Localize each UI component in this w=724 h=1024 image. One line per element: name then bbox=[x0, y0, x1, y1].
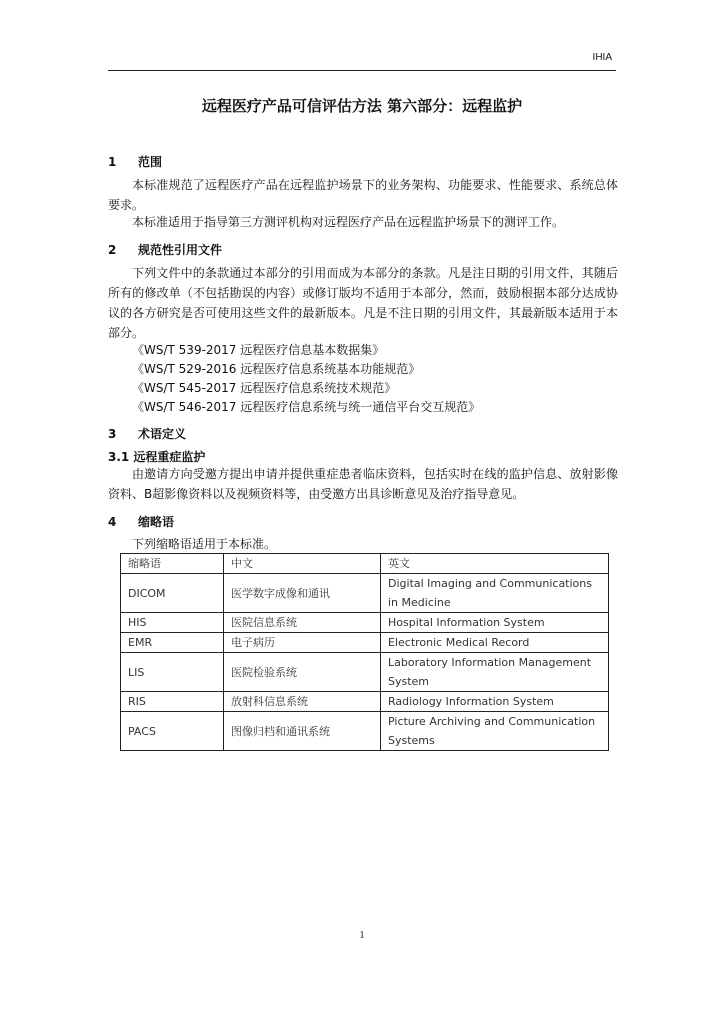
section-3-heading bbox=[108, 425, 186, 442]
table-header-row bbox=[121, 554, 609, 574]
header-code: IHIA bbox=[592, 52, 612, 63]
document-title: 远程医疗产品可信评估方法 第六部分：远程监护 bbox=[201, 97, 523, 115]
english-cell: Hospital Information System bbox=[381, 613, 609, 633]
page-number: 1 bbox=[359, 930, 365, 941]
table-row bbox=[121, 633, 609, 653]
abbr-cell: LIS bbox=[121, 653, 224, 692]
section-title: 术语定义 bbox=[138, 427, 187, 441]
chinese-cell: 医学数字成像和通讯 bbox=[224, 574, 381, 613]
table-row bbox=[121, 712, 609, 751]
section-title: 规范性引用文件 bbox=[138, 243, 223, 257]
reference-item: 《WS/T 546-2017 远程医疗信息系统与统一通信平台交互规范》 bbox=[132, 400, 481, 414]
abbr-cell: EMR bbox=[121, 633, 224, 653]
section-number: 4 bbox=[108, 515, 117, 529]
english-cell: Electronic Medical Record bbox=[381, 633, 609, 653]
abbr-cell: DICOM bbox=[121, 574, 224, 613]
reference-item: 《WS/T 529-2016 远程医疗信息系统基本功能规范》 bbox=[132, 362, 421, 376]
reference-item: 《WS/T 539-2017 远程医疗信息基本数据集》 bbox=[132, 343, 385, 357]
table-row bbox=[121, 692, 609, 712]
table-header-cell: 中文 bbox=[224, 554, 381, 574]
english-cell: Digital Imaging and Communications in Medicine bbox=[381, 574, 609, 613]
table-header-cell: 缩略语 bbox=[121, 554, 224, 574]
chinese-cell: 放射科信息系统 bbox=[224, 692, 381, 712]
section-number: 1 bbox=[108, 155, 117, 169]
section-1-para-2: 本标准适用于指导第三方测评机构对远程医疗产品在远程监护场景下的测评工作。 bbox=[132, 215, 565, 229]
reference-item: 《WS/T 545-2017 远程医疗信息系统技术规范》 bbox=[132, 381, 397, 395]
term-heading: 3.1 远程重症监护 bbox=[108, 450, 206, 464]
english-cell: Picture Archiving and Communication Systems bbox=[381, 712, 609, 751]
abbr-cell: HIS bbox=[121, 613, 224, 633]
chinese-cell: 电子病历 bbox=[224, 633, 381, 653]
english-cell: Radiology Information System bbox=[381, 692, 609, 712]
section-4-heading bbox=[108, 513, 174, 530]
section-1-para-1: 本标准规范了远程医疗产品在远程监护场景下的业务架构、功能要求、性能要求、系统总体要求。 bbox=[108, 178, 618, 212]
table-row bbox=[121, 613, 609, 633]
chinese-cell: 医院信息系统 bbox=[224, 613, 381, 633]
section-1-heading bbox=[108, 153, 162, 170]
section-number: 2 bbox=[108, 243, 117, 257]
abbr-cell: RIS bbox=[121, 692, 224, 712]
table-row bbox=[121, 574, 609, 613]
chinese-cell: 医院检验系统 bbox=[224, 653, 381, 692]
header-rule bbox=[108, 70, 616, 71]
section-2-heading bbox=[108, 241, 222, 258]
section-number: 3 bbox=[108, 427, 117, 441]
chinese-cell: 图像归档和通讯系统 bbox=[224, 712, 381, 751]
abbr-cell: PACS bbox=[121, 712, 224, 751]
section-3-para-1: 由邀请方向受邀方提出申请并提供重症患者临床资料，包括实时在线的监护信息、放射影像资料、B超影像资料以及视频资料等，由受邀方出具诊断意见及治疗指导意见。 bbox=[108, 467, 618, 501]
section-4-para-1: 下列缩略语适用于本标准。 bbox=[132, 537, 277, 551]
table-row bbox=[121, 653, 609, 692]
section-title: 缩略语 bbox=[138, 515, 175, 529]
table-header-cell: 英文 bbox=[381, 554, 609, 574]
abbreviations-table bbox=[120, 553, 609, 751]
section-2-para-1: 下列文件中的条款通过本部分的引用而成为本部分的条款。凡是注日期的引用文件，其随后所有的修改单（不包括勘误的内容）或修订版均不适用于本部分，然而，鼓励根据本部分达成协议的各方研究是否可使用这些文件的最新版本。凡是不注日期的引用文件，其最新版本适用于本部分。 bbox=[108, 266, 618, 340]
english-cell: Laboratory Information Management System bbox=[381, 653, 609, 692]
section-title: 范围 bbox=[138, 155, 163, 169]
